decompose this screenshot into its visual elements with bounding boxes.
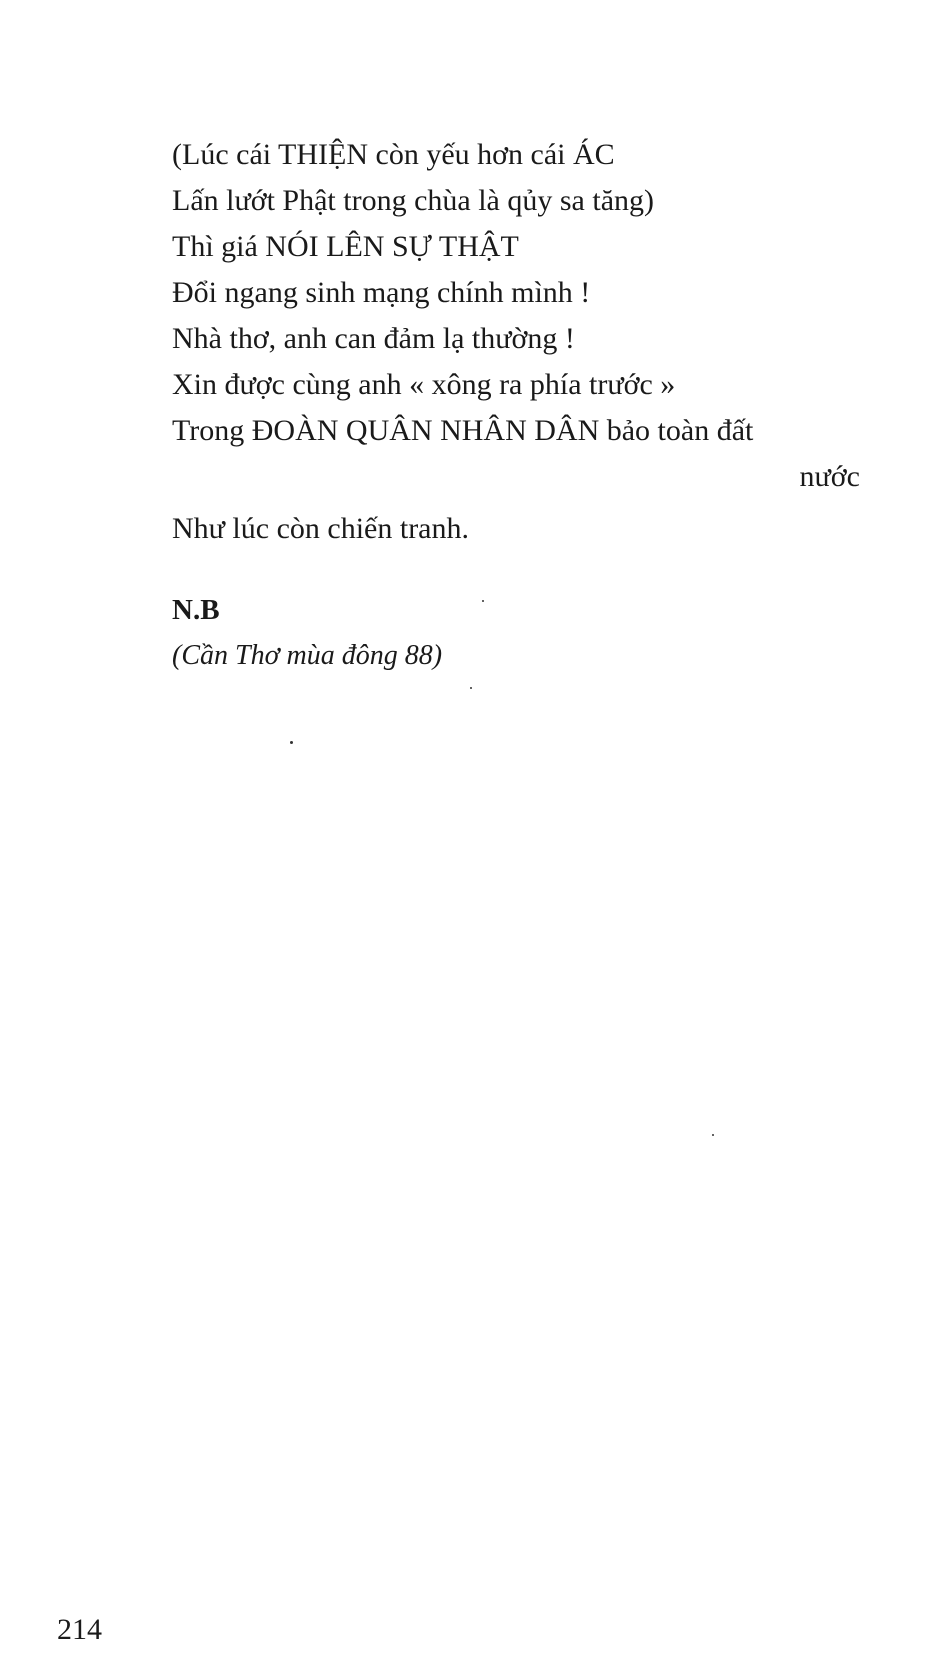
poem-line: Trong ĐOÀN QUÂN NHÂN DÂN bảo toàn đất: [172, 414, 754, 447]
poem-line: Đổi ngang sinh mạng chính mình !: [172, 276, 591, 309]
poem-line: Nhà thơ, anh can đảm lạ thường !: [172, 322, 575, 355]
poem-line: Lấn lướt Phật trong chùa là qủy sa tăng): [172, 184, 655, 217]
poem-line: Thì giá NÓI LÊN SỰ THẬT: [172, 230, 519, 263]
scan-speck: [470, 687, 472, 689]
page-number: 214: [57, 1613, 102, 1646]
scan-speck: [482, 600, 484, 602]
poem-line: Xin được cùng anh « xông ra phía trước »: [172, 368, 676, 401]
place-date: (Cần Thơ mùa đông 88): [172, 640, 443, 671]
author-signature: N.B: [172, 594, 220, 626]
poem-line: (Lúc cái THIỆN còn yếu hơn cái ÁC: [172, 138, 615, 171]
poem-block: [172, 132, 872, 552]
scan-speck: [290, 741, 293, 744]
poem-line: Như lúc còn chiến tranh.: [172, 512, 469, 545]
poem-line-continuation: nước: [799, 460, 860, 493]
scan-speck: [712, 1134, 714, 1136]
